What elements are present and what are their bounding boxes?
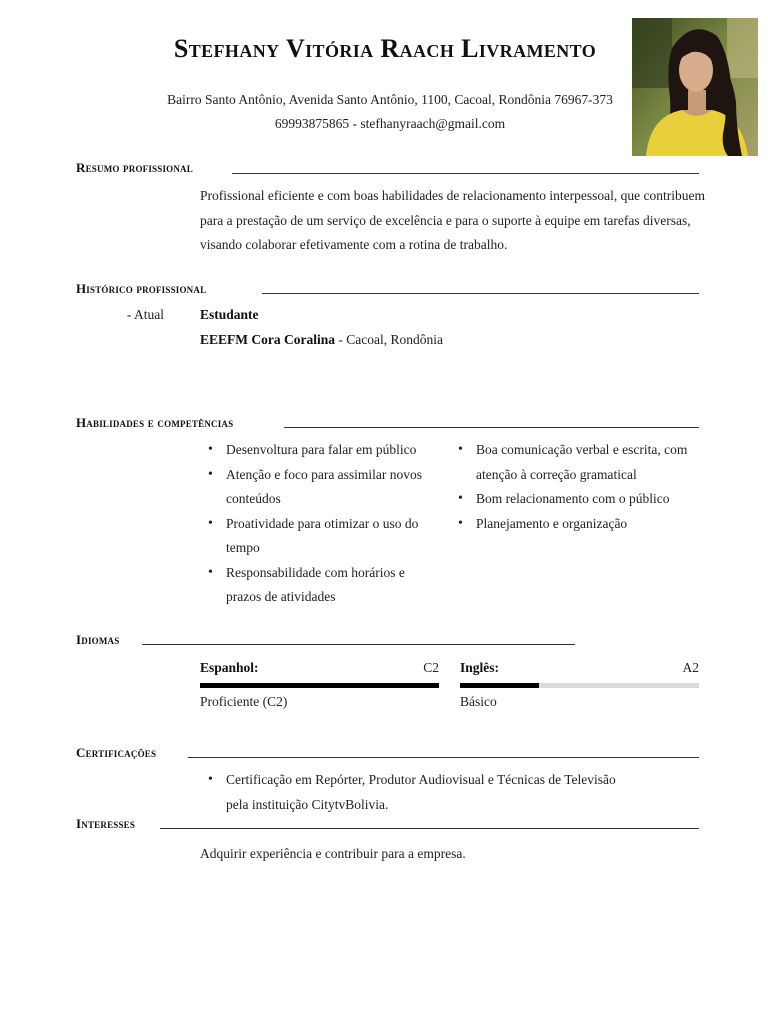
- section-rule-habilidades: [284, 427, 699, 428]
- contact-phone-email: 69993875865 - stefhanyraach@gmail.com: [274, 116, 506, 131]
- candidate-name: Stefhany Vitória Raach Livramento: [173, 34, 597, 63]
- skill-item: • Responsabilidade com horários e prazos de atividades: [200, 561, 436, 610]
- skill-item: • Atenção e foco para assimilar novos conteúdos: [200, 463, 436, 512]
- cert-institution: pela instituição CitytvBolivia.: [226, 796, 389, 812]
- section-title-certificacoes: Certificações: [76, 745, 157, 760]
- contact-address: Bairro Santo Antônio, Avenida Santo Antônio, 1100, Cacoal, Rondônia 76967-373: [167, 92, 613, 107]
- certifications-list: [200, 768, 700, 817]
- section-title-idiomas: Idiomas: [76, 632, 120, 647]
- skills-list-left: [200, 438, 436, 610]
- skills-list-right: [450, 438, 705, 536]
- section-rule-resumo: [232, 173, 699, 174]
- section-rule-interesses: [160, 828, 699, 829]
- section-title-resumo: Resumo profissional: [76, 160, 193, 175]
- skill-item: • Proatividade para otimizar o uso do tempo: [200, 512, 436, 561]
- cert-prefix: Certificação em: [226, 772, 316, 787]
- skill-item: • Desenvoltura para falar em público: [200, 438, 436, 463]
- profile-photo-image: [632, 18, 758, 156]
- section-title-habilidades: Habilidades e competências: [76, 415, 234, 430]
- language-name: Inglês:: [460, 660, 500, 675]
- section-rule-idiomas: [142, 644, 575, 645]
- language-description: Proficiente (C2): [200, 694, 288, 709]
- language-level-fill: [200, 683, 439, 688]
- section-rule-certificacoes: [188, 757, 699, 758]
- language-level-code: C2: [423, 660, 439, 675]
- language-level-code: A2: [682, 660, 699, 675]
- interesses-text: Adquirir experiência e contribuir para a empresa.: [200, 846, 466, 861]
- section-title-interesses: Interesses: [76, 816, 136, 831]
- certification-item: [200, 768, 700, 817]
- skill-item: • Bom relacionamento com o público: [450, 487, 705, 512]
- job-position: Estudante: [200, 307, 259, 322]
- section-title-historico: Histórico profissional: [76, 281, 207, 296]
- language-level-fill: [460, 683, 539, 688]
- job-date: - Atual: [126, 307, 164, 322]
- job-org-name: EEEFM Cora Coralina: [200, 332, 335, 347]
- skill-item: • Planejamento e organização: [450, 512, 705, 537]
- job-organization: [200, 332, 443, 348]
- language-name: Espanhol:: [200, 660, 259, 675]
- language-english: [460, 660, 699, 710]
- profile-photo: [632, 18, 758, 156]
- language-spanish: [200, 660, 439, 710]
- job-org-location: - Cacoal, Rondônia: [335, 332, 443, 347]
- language-description: Básico: [460, 694, 497, 709]
- skill-item: • Boa comunicação verbal e escrita, com atenção à correção gramatical: [450, 438, 705, 487]
- resumo-text: Profissional eficiente e com boas habilidades de relacionamento interpessoal, que contribuem para a prestação de um serviço de excelência e para o suporte à equipe em tarefas diversas, visando colaborar efetivamente com a rotina de trabalho.: [200, 188, 705, 252]
- language-level-bar: [460, 683, 699, 688]
- cert-course: Repórter, Produtor Audiovisual e Técnicas de Televisão: [315, 772, 616, 787]
- section-rule-historico: [262, 293, 699, 294]
- language-level-bar: [200, 683, 439, 688]
